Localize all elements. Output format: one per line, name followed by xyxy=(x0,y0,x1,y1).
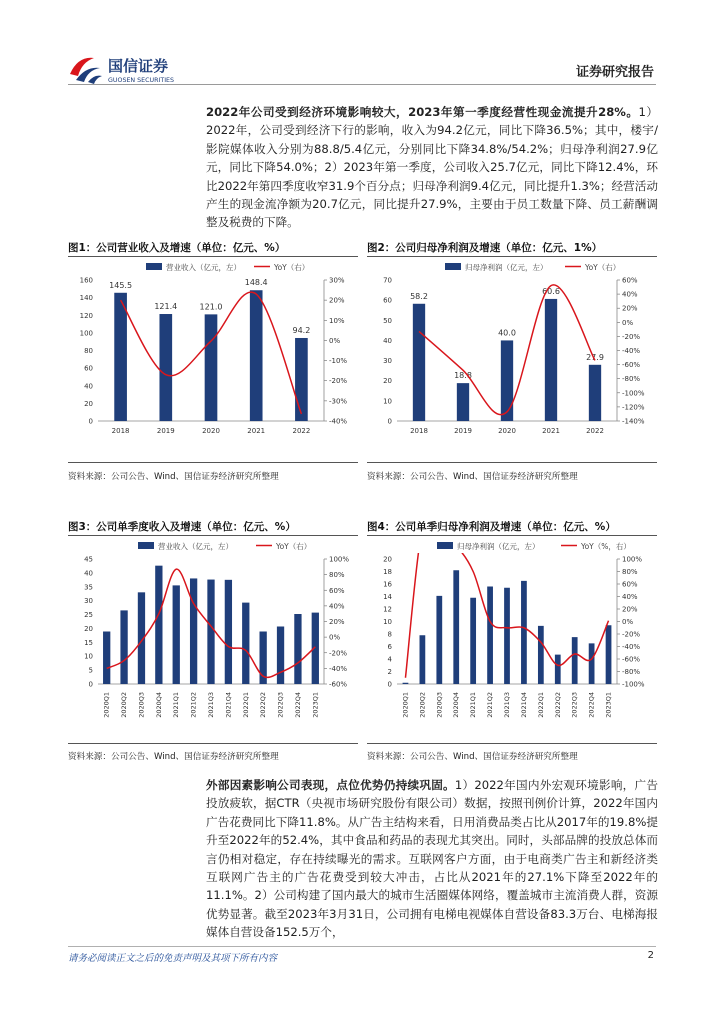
category-label: 2022 xyxy=(586,427,604,435)
report-type: 证券研究报告 xyxy=(575,65,654,80)
guosen-logo-icon xyxy=(68,52,203,86)
chart2-rule xyxy=(367,256,657,257)
bar xyxy=(103,632,110,685)
bar xyxy=(521,581,527,684)
left-tick-label: 10 xyxy=(383,618,392,626)
bar xyxy=(538,626,544,684)
bar-data-label: 60.6 xyxy=(542,286,560,296)
bar-data-label: 121.4 xyxy=(154,302,178,312)
brand-name-en: GUOSEN SECURITIES xyxy=(108,77,175,84)
left-tick-label: 80 xyxy=(84,347,93,355)
left-tick-label: 0 xyxy=(88,680,93,689)
legend-bar-label: 归母净利润（亿元，左） xyxy=(457,542,540,551)
category-label: 2019 xyxy=(454,427,472,435)
chart4-title: 图4：公司单季归母净利润及增速（单位：亿元、%） xyxy=(367,521,616,533)
left-tick-label: 0 xyxy=(387,680,392,689)
bar xyxy=(155,566,162,684)
left-tick-label: 6 xyxy=(387,643,392,651)
left-tick-label: 12 xyxy=(383,605,392,614)
right-tick-label: 20% xyxy=(329,296,345,305)
left-tick-label: 100 xyxy=(79,329,93,338)
bar xyxy=(420,635,426,684)
footer-divider xyxy=(68,946,656,947)
left-tick-label: 16 xyxy=(383,580,392,589)
right-tick-label: 10% xyxy=(329,316,345,325)
bar xyxy=(205,314,218,421)
category-label: 2018 xyxy=(111,427,130,435)
left-tick-label: 14 xyxy=(383,593,392,601)
right-tick-label: -10% xyxy=(329,357,348,366)
category-label: 2022Q3 xyxy=(276,692,285,718)
chart3-source: 资料来源：公司公告、Wind、国信证券经济研究所整理 xyxy=(68,752,279,762)
right-tick-label: -20% xyxy=(622,630,641,639)
right-tick-label: 100% xyxy=(622,555,643,564)
category-label: 2020Q4 xyxy=(452,692,461,718)
bar xyxy=(120,610,127,684)
left-tick-label: 40 xyxy=(84,382,93,391)
right-tick-label: -20% xyxy=(622,332,641,341)
legend-bar-label: 营业收入（亿元，左） xyxy=(166,263,241,272)
legend-bar-swatch xyxy=(437,542,453,549)
brand-logo xyxy=(68,52,203,86)
right-tick-label: -80% xyxy=(622,668,641,676)
right-tick-label: -20% xyxy=(329,649,348,658)
right-tick-label: -120% xyxy=(622,403,645,412)
category-label: 2021Q4 xyxy=(519,692,528,718)
bar xyxy=(545,299,557,421)
bar-data-label: 145.5 xyxy=(109,280,133,290)
right-tick-label: 60% xyxy=(622,580,638,589)
footer-disclaimer: 请务必阅读正文之后的免责声明及其项下所有内容 xyxy=(68,953,278,964)
right-tick-label: 40% xyxy=(622,593,638,601)
category-label: 2021Q3 xyxy=(207,692,215,718)
bar xyxy=(250,290,263,421)
left-tick-label: 25 xyxy=(84,611,93,620)
category-label: 2020Q4 xyxy=(154,692,163,718)
left-tick-label: 140 xyxy=(79,294,93,303)
left-tick-label: 18 xyxy=(383,568,392,576)
left-tick-label: 8 xyxy=(387,630,392,639)
right-tick-label: 0% xyxy=(329,336,341,345)
right-tick-label: -60% xyxy=(622,655,641,664)
left-tick-label: 20 xyxy=(84,624,93,633)
bar-data-label: 27.9 xyxy=(586,352,604,362)
left-tick-label: 0 xyxy=(387,417,392,426)
chart4-bottom-rule xyxy=(367,743,657,744)
bar xyxy=(572,637,578,684)
category-label: 2020Q3 xyxy=(435,692,444,718)
category-label: 2020Q2 xyxy=(120,692,129,718)
left-tick-label: 2 xyxy=(387,668,392,676)
left-tick-label: 60 xyxy=(383,296,392,305)
bar xyxy=(114,293,127,421)
bar xyxy=(294,614,301,684)
category-label: 2020 xyxy=(498,427,516,435)
brand-name-cn: 国信证券 xyxy=(108,57,169,75)
left-tick-label: 30 xyxy=(84,597,93,606)
right-tick-label: -60% xyxy=(622,361,641,370)
left-tick-label: 50 xyxy=(383,316,392,325)
chart1-rule xyxy=(68,256,358,257)
right-tick-label: 100% xyxy=(329,555,350,564)
category-label: 2020 xyxy=(202,427,220,435)
bar xyxy=(277,627,284,685)
chart3-title: 图3：公司单季度收入及增速（单位：亿元、%） xyxy=(68,521,296,533)
bar xyxy=(295,338,308,421)
bar xyxy=(453,570,459,684)
right-tick-label: -60% xyxy=(329,680,348,689)
legend-bar-swatch xyxy=(138,542,154,549)
left-tick-label: 45 xyxy=(84,555,93,564)
chart1-source: 资料来源：公司公告、Wind、国信证券经济研究所整理 xyxy=(68,472,279,482)
legend-bar-label: 营业收入（亿元，左） xyxy=(158,542,233,551)
bar xyxy=(589,365,601,421)
chart4-source: 资料来源：公司公告、Wind、国信证券经济研究所整理 xyxy=(367,752,578,762)
left-tick-label: 60 xyxy=(84,364,93,373)
chart-netprofit-annual xyxy=(367,258,657,453)
right-tick-label: 20% xyxy=(622,304,638,313)
category-label: 2018 xyxy=(410,427,428,435)
chart3-bottom-rule xyxy=(68,743,358,744)
left-tick-label: 0 xyxy=(88,417,93,426)
category-label: 2021Q2 xyxy=(189,692,198,718)
bar xyxy=(555,655,561,684)
right-tick-label: -40% xyxy=(622,347,641,355)
category-label: 2022Q2 xyxy=(553,692,562,718)
left-tick-label: 4 xyxy=(387,655,392,664)
category-label: 2022Q3 xyxy=(570,692,579,718)
paragraph-body: 1）2022年国内外宏观环境影响，广告投放疲软，据CTR（央视市场研究股份有限公司）数据，按照刊例价计算，2022年国内广告花费同比下降11.8%。从广告主结构来看，日用消费品类占比从2017年的19.8%提升至2022年的52.4%，其中食品和药品的表现尤其突出。同时，头部品牌的投放总体而言仍相对稳定，存在持续曝光的需求。互联网客户方面，由于电商类广告主和新经济类互联网广告主的广告花费受到较大冲击，占比从2021年的27.1%下降至2022年的11.1%。2）公司构建了国内最大的城市生活圈媒体网络，覆盖城市主流消费人群，资源优势显著。截至2023年3月31日，公司拥有电梯电视媒体自营设备83.3万台、电梯海报媒体自营设备152.5万个， xyxy=(206,778,658,940)
bar-data-label: 94.2 xyxy=(292,325,311,335)
left-tick-label: 30 xyxy=(383,357,392,366)
right-tick-label: 20% xyxy=(622,605,638,614)
chart-revenue-annual xyxy=(68,258,358,453)
legend-line-label: YoY（右） xyxy=(276,542,312,551)
bar xyxy=(457,383,469,421)
category-label: 2019 xyxy=(156,427,175,435)
category-label: 2021Q1 xyxy=(172,692,181,718)
page-number: 2 xyxy=(647,950,654,961)
bar xyxy=(207,580,214,684)
left-tick-label: 40 xyxy=(84,569,93,578)
chart1-bottom-rule xyxy=(68,462,358,463)
bar xyxy=(159,314,172,421)
category-label: 2021Q4 xyxy=(224,692,233,718)
legend-line-label: YoY（%，右） xyxy=(581,542,631,551)
chart2-source: 资料来源：公司公告、Wind、国信证券经济研究所整理 xyxy=(367,472,578,482)
category-label: 2021Q3 xyxy=(503,692,511,718)
paragraph-lead: 外部因素影响公司表现，点位优势仍持续巩固。 xyxy=(206,778,455,792)
right-tick-label: 80% xyxy=(329,571,345,580)
category-label: 2022Q2 xyxy=(259,692,268,718)
left-tick-label: 20 xyxy=(383,377,392,386)
bar xyxy=(501,340,513,421)
right-tick-label: -100% xyxy=(622,680,645,689)
left-tick-label: 70 xyxy=(383,276,392,285)
bar xyxy=(403,683,409,684)
category-label: 2021Q1 xyxy=(469,692,478,718)
category-label: 2020Q3 xyxy=(137,692,146,718)
bar xyxy=(470,598,476,684)
category-label: 2020Q1 xyxy=(401,692,410,718)
bar-data-label: 40.0 xyxy=(498,328,516,338)
right-tick-label: 0% xyxy=(622,618,634,626)
chart-revenue-quarterly xyxy=(68,537,358,742)
legend-line-label: YoY（右） xyxy=(274,263,310,272)
chart2-title: 图2：公司归母净利润及增速（单位：亿元、1%） xyxy=(367,242,603,254)
right-tick-label: 30% xyxy=(329,276,345,285)
paragraph-lead: 2022年公司受到经济环境影响较大，2023年第一季度经营性现金流提升28%。 xyxy=(206,105,639,119)
bar xyxy=(606,625,612,684)
category-label: 2020Q2 xyxy=(418,692,427,718)
left-tick-label: 160 xyxy=(79,276,93,285)
bar xyxy=(589,643,595,684)
paragraph-financial-summary xyxy=(206,103,658,232)
bar-data-label: 58.2 xyxy=(410,291,428,301)
right-tick-label: -40% xyxy=(622,643,641,651)
category-label: 2022Q1 xyxy=(241,692,250,718)
bar xyxy=(504,588,510,684)
legend-bar-label: 归母净利润（亿元，左） xyxy=(465,263,548,272)
bar xyxy=(225,580,232,684)
chart2-bottom-rule xyxy=(367,462,657,463)
legend-line-label: YoY（右） xyxy=(585,263,621,272)
left-tick-label: 10 xyxy=(383,397,392,406)
right-tick-label: -80% xyxy=(622,375,641,384)
right-tick-label: 0% xyxy=(329,633,341,642)
right-tick-label: 80% xyxy=(622,568,638,576)
right-tick-label: -40% xyxy=(329,664,348,673)
bar-data-label: 18.8 xyxy=(454,371,472,381)
category-label: 2022 xyxy=(292,427,311,435)
left-tick-label: 5 xyxy=(88,666,93,675)
bar xyxy=(436,596,442,684)
bar xyxy=(487,587,493,685)
category-label: 2020Q1 xyxy=(102,692,111,718)
right-tick-label: 60% xyxy=(622,276,638,285)
chart1-title: 图1：公司营业收入及增速（单位：亿元、%） xyxy=(68,242,286,254)
category-label: 2022Q1 xyxy=(536,692,545,718)
bar xyxy=(242,603,249,684)
category-label: 2022Q4 xyxy=(293,692,302,718)
chart4-rule xyxy=(367,535,657,536)
right-tick-label: -30% xyxy=(329,397,348,406)
category-label: 2023Q1 xyxy=(311,692,320,718)
left-tick-label: 10 xyxy=(84,652,93,661)
category-label: 2021 xyxy=(247,427,266,435)
bar xyxy=(173,585,180,684)
category-label: 2023Q1 xyxy=(604,692,613,718)
right-tick-label: -140% xyxy=(622,417,645,426)
right-tick-label: 20% xyxy=(329,618,345,626)
bar-data-label: 121.0 xyxy=(199,302,223,312)
legend-bar-swatch xyxy=(445,263,461,270)
chart-netprofit-quarterly xyxy=(367,537,657,742)
right-tick-label: 40% xyxy=(622,290,638,299)
bar xyxy=(413,304,425,421)
left-tick-label: 40 xyxy=(383,336,392,345)
right-tick-label: -20% xyxy=(329,377,348,386)
right-tick-label: 40% xyxy=(329,602,345,611)
paragraph-external-factors xyxy=(206,776,658,942)
right-tick-label: 60% xyxy=(329,586,345,595)
category-label: 2021 xyxy=(542,427,560,435)
category-label: 2022Q4 xyxy=(587,692,596,718)
paragraph-body: 1）2022年，公司受到经济下行的影响，收入为94.2亿元，同比下降36.5%；其中，楼宇/影院媒体收入分别为88.8/5.4亿元，分别同比下降34.8%/54.2%；归母净利润27.9亿元，同比下降54.0%；2）2023年第一季度，公司收入25.7亿元，同比下降12.4%，环比2022年第四季度收窄31.9个百分点；归母净利润9.4亿元，同比提升1.3%；经营活动产生的现金流净额为20.7亿元，同比提升27.9%，主要由于员工数量下降、员工薪酬调整及税费的下降。 xyxy=(206,105,658,230)
left-tick-label: 20 xyxy=(84,399,93,408)
right-tick-label: -100% xyxy=(622,389,645,398)
bar-data-label: 148.4 xyxy=(244,278,268,288)
left-tick-label: 120 xyxy=(79,311,93,320)
bar xyxy=(190,578,197,684)
legend-bar-swatch xyxy=(146,263,162,270)
header-divider xyxy=(68,84,656,85)
left-tick-label: 15 xyxy=(84,638,93,647)
category-label: 2021Q2 xyxy=(486,692,495,718)
left-tick-label: 20 xyxy=(383,555,392,564)
chart3-rule xyxy=(68,535,358,536)
right-tick-label: 0% xyxy=(622,318,634,327)
right-tick-label: -40% xyxy=(329,417,348,426)
left-tick-label: 35 xyxy=(84,583,93,592)
